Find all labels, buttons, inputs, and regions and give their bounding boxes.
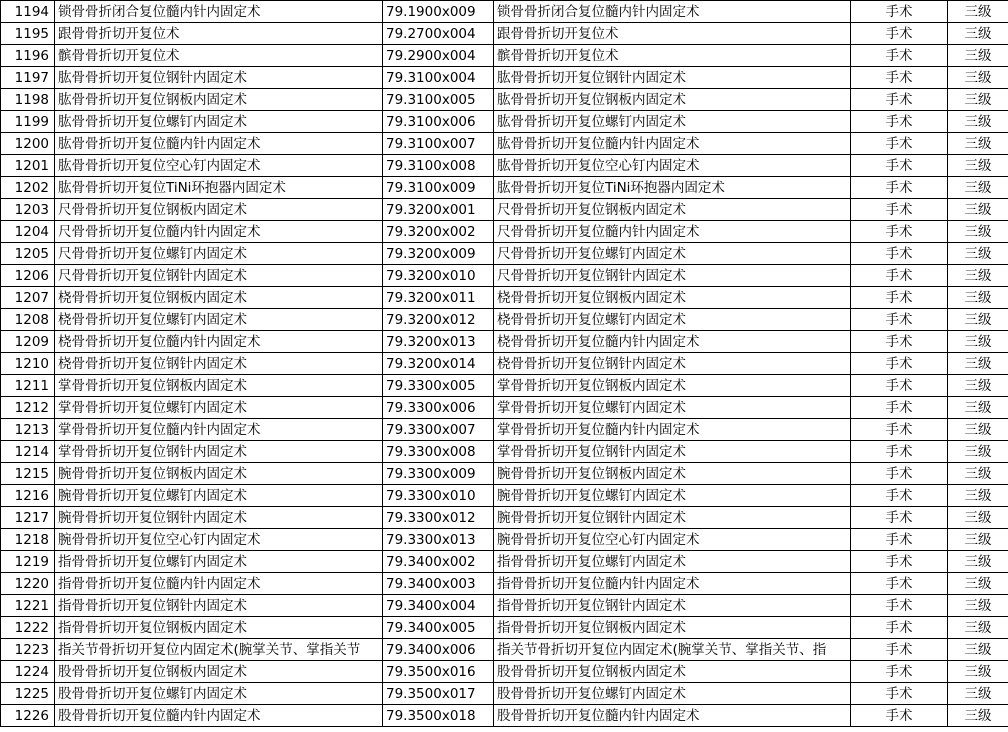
procedure-name-cell[interactable]: 指关节骨折切开复位内固定术(腕掌关节、掌指关节	[55, 639, 383, 661]
procedure-type-cell[interactable]: 手术	[851, 705, 948, 727]
table-row	[1, 617, 1008, 639]
procedure-type-cell[interactable]: 手术	[851, 133, 948, 155]
procedure-type-cell[interactable]: 手术	[851, 661, 948, 683]
procedure-type-cell[interactable]: 手术	[851, 89, 948, 111]
procedure-level-cell[interactable]: 三级	[948, 265, 1008, 287]
table-row	[1, 265, 1008, 287]
procedure-code-cell[interactable]: 79.3300x007	[383, 419, 494, 441]
procedure-type-cell[interactable]: 手术	[851, 419, 948, 441]
procedure-code-cell[interactable]: 79.3200x002	[383, 221, 494, 243]
procedure-name-cell[interactable]: 肱骨骨折切开复位空心钉内固定术	[55, 155, 383, 177]
table-row	[1, 705, 1008, 727]
procedure-name-standard-cell[interactable]: 股骨骨折切开复位髓内针内固定术	[494, 705, 851, 727]
procedure-name-cell[interactable]: 肱骨骨折切开复位TiNi环抱器内固定术	[55, 177, 383, 199]
procedure-type-cell[interactable]: 手术	[851, 375, 948, 397]
procedure-code-cell[interactable]: 79.3200x009	[383, 243, 494, 265]
row-number-cell[interactable]: 1198	[1, 89, 55, 111]
procedure-name-standard-cell[interactable]: 尺骨骨折切开复位钢板内固定术	[494, 199, 851, 221]
table-row	[1, 595, 1008, 617]
procedure-name-standard-cell[interactable]: 肱骨骨折切开复位螺钉内固定术	[494, 111, 851, 133]
procedure-name-cell[interactable]: 掌骨骨折切开复位髓内针内固定术	[55, 419, 383, 441]
procedure-type-cell[interactable]: 手术	[851, 573, 948, 595]
procedure-type-cell[interactable]: 手术	[851, 397, 948, 419]
procedure-code-cell[interactable]: 79.3300x013	[383, 529, 494, 551]
table-row	[1, 1, 1008, 23]
procedure-name-standard-cell[interactable]: 肱骨骨折切开复位TiNi环抱器内固定术	[494, 177, 851, 199]
procedure-name-standard-cell[interactable]: 桡骨骨折切开复位钢板内固定术	[494, 287, 851, 309]
procedure-type-cell[interactable]: 手术	[851, 617, 948, 639]
row-number-cell[interactable]: 1195	[1, 23, 55, 45]
procedure-name-standard-cell[interactable]: 肱骨骨折切开复位钢板内固定术	[494, 89, 851, 111]
procedure-level-cell[interactable]: 三级	[948, 507, 1008, 529]
procedure-level-cell[interactable]: 三级	[948, 661, 1008, 683]
procedure-name-standard-cell[interactable]: 腕骨骨折切开复位钢板内固定术	[494, 463, 851, 485]
procedure-code-cell[interactable]: 79.3400x005	[383, 617, 494, 639]
row-number-cell[interactable]: 1216	[1, 485, 55, 507]
procedure-name-standard-cell[interactable]: 桡骨骨折切开复位钢针内固定术	[494, 353, 851, 375]
procedure-code-cell[interactable]: 79.3200x012	[383, 309, 494, 331]
table-row	[1, 529, 1008, 551]
row-number-cell[interactable]: 1205	[1, 243, 55, 265]
procedure-level-cell[interactable]: 三级	[948, 67, 1008, 89]
procedure-name-cell[interactable]: 股骨骨折切开复位髓内针内固定术	[55, 705, 383, 727]
table-row	[1, 463, 1008, 485]
row-number-cell[interactable]: 1217	[1, 507, 55, 529]
procedure-name-standard-cell[interactable]: 腕骨骨折切开复位空心钉内固定术	[494, 529, 851, 551]
procedure-level-cell[interactable]: 三级	[948, 1, 1008, 23]
procedure-level-cell[interactable]: 三级	[948, 573, 1008, 595]
procedure-type-cell[interactable]: 手术	[851, 155, 948, 177]
table-row	[1, 221, 1008, 243]
row-number-cell[interactable]: 1219	[1, 551, 55, 573]
table-row	[1, 441, 1008, 463]
procedure-name-cell[interactable]: 桡骨骨折切开复位钢针内固定术	[55, 353, 383, 375]
table-body	[1, 1, 1008, 727]
procedure-level-cell[interactable]: 三级	[948, 639, 1008, 661]
procedure-name-standard-cell[interactable]: 尺骨骨折切开复位螺钉内固定术	[494, 243, 851, 265]
row-number-cell[interactable]: 1221	[1, 595, 55, 617]
row-number-cell[interactable]: 1224	[1, 661, 55, 683]
procedure-type-cell[interactable]: 手术	[851, 177, 948, 199]
table-row	[1, 375, 1008, 397]
procedure-code-cell[interactable]: 79.3200x010	[383, 265, 494, 287]
procedure-name-standard-cell[interactable]: 指骨骨折切开复位髓内针内固定术	[494, 573, 851, 595]
procedure-code-cell[interactable]: 79.3300x012	[383, 507, 494, 529]
procedure-name-standard-cell[interactable]: 桡骨骨折切开复位螺钉内固定术	[494, 309, 851, 331]
procedure-type-cell[interactable]: 手术	[851, 353, 948, 375]
procedure-name-standard-cell[interactable]: 腕骨骨折切开复位钢针内固定术	[494, 507, 851, 529]
procedure-level-cell[interactable]: 三级	[948, 221, 1008, 243]
procedure-name-standard-cell[interactable]: 指关节骨折切开复位内固定术(腕掌关节、掌指关节、指	[494, 639, 851, 661]
procedure-level-cell[interactable]: 三级	[948, 375, 1008, 397]
procedure-name-cell[interactable]: 掌骨骨折切开复位钢针内固定术	[55, 441, 383, 463]
procedure-name-cell[interactable]: 指骨骨折切开复位髓内针内固定术	[55, 573, 383, 595]
procedure-level-cell[interactable]: 三级	[948, 155, 1008, 177]
procedure-name-cell[interactable]: 桡骨骨折切开复位髓内针内固定术	[55, 331, 383, 353]
procedure-type-cell[interactable]: 手术	[851, 309, 948, 331]
procedure-name-standard-cell[interactable]: 跟骨骨折切开复位术	[494, 23, 851, 45]
procedure-level-cell[interactable]: 三级	[948, 199, 1008, 221]
procedure-type-cell[interactable]: 手术	[851, 23, 948, 45]
procedure-name-cell[interactable]: 尺骨骨折切开复位螺钉内固定术	[55, 243, 383, 265]
table-row	[1, 485, 1008, 507]
procedure-name-cell[interactable]: 肱骨骨折切开复位螺钉内固定术	[55, 111, 383, 133]
row-number-cell[interactable]: 1199	[1, 111, 55, 133]
procedure-code-cell[interactable]: 79.3200x011	[383, 287, 494, 309]
row-number-cell[interactable]: 1197	[1, 67, 55, 89]
row-number-cell[interactable]: 1212	[1, 397, 55, 419]
procedure-name-cell[interactable]: 腕骨骨折切开复位钢板内固定术	[55, 463, 383, 485]
procedure-name-cell[interactable]: 尺骨骨折切开复位髓内针内固定术	[55, 221, 383, 243]
procedure-type-cell[interactable]: 手术	[851, 287, 948, 309]
procedure-name-cell[interactable]: 股骨骨折切开复位钢板内固定术	[55, 661, 383, 683]
procedure-name-cell[interactable]: 指骨骨折切开复位钢针内固定术	[55, 595, 383, 617]
table-row	[1, 23, 1008, 45]
procedure-level-cell[interactable]: 三级	[948, 551, 1008, 573]
procedure-level-cell[interactable]: 三级	[948, 441, 1008, 463]
procedure-name-cell[interactable]: 掌骨骨折切开复位螺钉内固定术	[55, 397, 383, 419]
procedure-name-standard-cell[interactable]: 掌骨骨折切开复位钢板内固定术	[494, 375, 851, 397]
row-number-cell[interactable]: 1201	[1, 155, 55, 177]
procedure-level-cell[interactable]: 三级	[948, 177, 1008, 199]
table-row	[1, 639, 1008, 661]
procedure-level-cell[interactable]: 三级	[948, 529, 1008, 551]
procedure-type-cell[interactable]: 手术	[851, 507, 948, 529]
row-number-cell[interactable]: 1202	[1, 177, 55, 199]
procedure-code-cell[interactable]: 79.3300x010	[383, 485, 494, 507]
row-number-cell[interactable]: 1203	[1, 199, 55, 221]
procedure-code-cell[interactable]: 79.3200x014	[383, 353, 494, 375]
table-row	[1, 243, 1008, 265]
procedure-level-cell[interactable]: 三级	[948, 463, 1008, 485]
procedure-level-cell[interactable]: 三级	[948, 243, 1008, 265]
procedure-name-cell[interactable]: 锁骨骨折闭合复位髓内针内固定术	[55, 1, 383, 23]
procedure-type-cell[interactable]: 手术	[851, 331, 948, 353]
table-row	[1, 353, 1008, 375]
procedure-type-cell[interactable]: 手术	[851, 441, 948, 463]
procedure-type-cell[interactable]: 手术	[851, 485, 948, 507]
procedure-type-cell[interactable]: 手术	[851, 67, 948, 89]
procedure-name-standard-cell[interactable]: 桡骨骨折切开复位髓内针内固定术	[494, 331, 851, 353]
procedure-level-cell[interactable]: 三级	[948, 45, 1008, 67]
procedure-level-cell[interactable]: 三级	[948, 353, 1008, 375]
procedure-name-standard-cell[interactable]: 尺骨骨折切开复位钢针内固定术	[494, 265, 851, 287]
procedure-name-cell[interactable]: 肱骨骨折切开复位钢板内固定术	[55, 89, 383, 111]
procedure-type-cell[interactable]: 手术	[851, 595, 948, 617]
procedure-name-standard-cell[interactable]: 掌骨骨折切开复位钢针内固定术	[494, 441, 851, 463]
table-row	[1, 133, 1008, 155]
procedure-type-cell[interactable]: 手术	[851, 551, 948, 573]
procedure-type-cell[interactable]: 手术	[851, 639, 948, 661]
row-number-cell[interactable]: 1214	[1, 441, 55, 463]
procedure-name-cell[interactable]: 腕骨骨折切开复位螺钉内固定术	[55, 485, 383, 507]
procedure-name-standard-cell[interactable]: 掌骨骨折切开复位髓内针内固定术	[494, 419, 851, 441]
table-row	[1, 89, 1008, 111]
table-row	[1, 199, 1008, 221]
table-row	[1, 397, 1008, 419]
procedure-level-cell[interactable]: 三级	[948, 617, 1008, 639]
procedure-code-cell[interactable]: 79.1900x009	[383, 1, 494, 23]
row-number-cell[interactable]: 1210	[1, 353, 55, 375]
procedure-code-cell[interactable]: 79.3400x006	[383, 639, 494, 661]
row-number-cell[interactable]: 1215	[1, 463, 55, 485]
table-row	[1, 331, 1008, 353]
table-row	[1, 573, 1008, 595]
procedure-name-standard-cell[interactable]: 指骨骨折切开复位钢板内固定术	[494, 617, 851, 639]
procedure-name-cell[interactable]: 肱骨骨折切开复位钢针内固定术	[55, 67, 383, 89]
procedure-level-cell[interactable]: 三级	[948, 89, 1008, 111]
procedure-name-cell[interactable]: 尺骨骨折切开复位钢针内固定术	[55, 265, 383, 287]
procedure-code-cell[interactable]: 79.3500x017	[383, 683, 494, 705]
procedure-name-standard-cell[interactable]: 指骨骨折切开复位螺钉内固定术	[494, 551, 851, 573]
table-row	[1, 67, 1008, 89]
procedure-level-cell[interactable]: 三级	[948, 133, 1008, 155]
procedure-name-standard-cell[interactable]: 指骨骨折切开复位钢针内固定术	[494, 595, 851, 617]
procedure-code-cell[interactable]: 79.3400x004	[383, 595, 494, 617]
procedure-code-cell[interactable]: 79.3100x005	[383, 89, 494, 111]
table-row	[1, 309, 1008, 331]
row-number-cell[interactable]: 1207	[1, 287, 55, 309]
procedure-type-cell[interactable]: 手术	[851, 45, 948, 67]
procedure-name-standard-cell[interactable]: 肱骨骨折切开复位钢针内固定术	[494, 67, 851, 89]
row-number-cell[interactable]: 1200	[1, 133, 55, 155]
procedure-level-cell[interactable]: 三级	[948, 683, 1008, 705]
procedure-name-standard-cell[interactable]: 锁骨骨折闭合复位髓内针内固定术	[494, 1, 851, 23]
row-number-cell[interactable]: 1218	[1, 529, 55, 551]
table-row	[1, 177, 1008, 199]
procedure-level-cell[interactable]: 三级	[948, 595, 1008, 617]
procedure-name-standard-cell[interactable]: 肱骨骨折切开复位髓内针内固定术	[494, 133, 851, 155]
procedure-level-cell[interactable]: 三级	[948, 485, 1008, 507]
table-row	[1, 419, 1008, 441]
procedure-name-standard-cell[interactable]: 股骨骨折切开复位钢板内固定术	[494, 661, 851, 683]
procedure-code-cell[interactable]: 79.3100x008	[383, 155, 494, 177]
procedure-code-cell[interactable]: 79.2700x004	[383, 23, 494, 45]
procedure-name-cell[interactable]: 髌骨骨折切开复位术	[55, 45, 383, 67]
procedure-name-cell[interactable]: 指骨骨折切开复位螺钉内固定术	[55, 551, 383, 573]
procedure-code-cell[interactable]: 79.3300x008	[383, 441, 494, 463]
procedure-code-cell[interactable]: 79.3300x005	[383, 375, 494, 397]
procedure-level-cell[interactable]: 三级	[948, 309, 1008, 331]
procedure-code-cell[interactable]: 79.3400x003	[383, 573, 494, 595]
procedure-code-cell[interactable]: 79.3400x002	[383, 551, 494, 573]
procedure-type-cell[interactable]: 手术	[851, 529, 948, 551]
table-row	[1, 111, 1008, 133]
procedure-code-cell[interactable]: 79.3100x004	[383, 67, 494, 89]
procedure-name-standard-cell[interactable]: 股骨骨折切开复位螺钉内固定术	[494, 683, 851, 705]
procedure-level-cell[interactable]: 三级	[948, 111, 1008, 133]
procedure-name-standard-cell[interactable]: 掌骨骨折切开复位螺钉内固定术	[494, 397, 851, 419]
procedure-name-standard-cell[interactable]: 腕骨骨折切开复位螺钉内固定术	[494, 485, 851, 507]
procedure-code-cell[interactable]: 79.3500x018	[383, 705, 494, 727]
table-row	[1, 683, 1008, 705]
procedure-name-standard-cell[interactable]: 肱骨骨折切开复位空心钉内固定术	[494, 155, 851, 177]
procedure-type-cell[interactable]: 手术	[851, 265, 948, 287]
procedure-level-cell[interactable]: 三级	[948, 287, 1008, 309]
procedure-level-cell[interactable]: 三级	[948, 23, 1008, 45]
procedure-code-cell[interactable]: 79.3100x006	[383, 111, 494, 133]
row-number-cell[interactable]: 1194	[1, 1, 55, 23]
procedure-name-cell[interactable]: 跟骨骨折切开复位术	[55, 23, 383, 45]
row-number-cell[interactable]: 1222	[1, 617, 55, 639]
procedure-code-cell[interactable]: 79.3200x001	[383, 199, 494, 221]
procedure-code-cell[interactable]: 79.3300x009	[383, 463, 494, 485]
procedure-level-cell[interactable]: 三级	[948, 705, 1008, 727]
row-number-cell[interactable]: 1196	[1, 45, 55, 67]
procedure-code-cell[interactable]: 79.3500x016	[383, 661, 494, 683]
procedure-type-cell[interactable]: 手术	[851, 221, 948, 243]
row-number-cell[interactable]: 1204	[1, 221, 55, 243]
row-number-cell[interactable]: 1223	[1, 639, 55, 661]
row-number-cell[interactable]: 1220	[1, 573, 55, 595]
procedure-type-cell[interactable]: 手术	[851, 243, 948, 265]
row-number-cell[interactable]: 1208	[1, 309, 55, 331]
procedure-name-standard-cell[interactable]: 尺骨骨折切开复位髓内针内固定术	[494, 221, 851, 243]
procedure-name-cell[interactable]: 桡骨骨折切开复位钢板内固定术	[55, 287, 383, 309]
row-number-cell[interactable]: 1213	[1, 419, 55, 441]
procedure-level-cell[interactable]: 三级	[948, 331, 1008, 353]
procedure-code-cell[interactable]: 79.3200x013	[383, 331, 494, 353]
row-number-cell[interactable]: 1209	[1, 331, 55, 353]
table-row	[1, 287, 1008, 309]
procedure-level-cell[interactable]: 三级	[948, 397, 1008, 419]
row-number-cell[interactable]: 1226	[1, 705, 55, 727]
procedure-name-cell[interactable]: 腕骨骨折切开复位空心钉内固定术	[55, 529, 383, 551]
procedure-type-cell[interactable]: 手术	[851, 683, 948, 705]
procedure-name-cell[interactable]: 指骨骨折切开复位钢板内固定术	[55, 617, 383, 639]
procedure-name-standard-cell[interactable]: 髌骨骨折切开复位术	[494, 45, 851, 67]
procedure-name-cell[interactable]: 股骨骨折切开复位螺钉内固定术	[55, 683, 383, 705]
procedure-type-cell[interactable]: 手术	[851, 199, 948, 221]
procedure-name-cell[interactable]: 肱骨骨折切开复位髓内针内固定术	[55, 133, 383, 155]
table-row	[1, 507, 1008, 529]
table-row	[1, 661, 1008, 683]
procedure-type-cell[interactable]: 手术	[851, 463, 948, 485]
procedure-code-cell[interactable]: 79.3100x009	[383, 177, 494, 199]
row-number-cell[interactable]: 1225	[1, 683, 55, 705]
procedure-name-cell[interactable]: 腕骨骨折切开复位钢针内固定术	[55, 507, 383, 529]
procedure-level-cell[interactable]: 三级	[948, 419, 1008, 441]
row-number-cell[interactable]: 1211	[1, 375, 55, 397]
table-row	[1, 45, 1008, 67]
procedure-code-cell[interactable]: 79.3300x006	[383, 397, 494, 419]
row-number-cell[interactable]: 1206	[1, 265, 55, 287]
table-row	[1, 551, 1008, 573]
procedure-name-cell[interactable]: 桡骨骨折切开复位螺钉内固定术	[55, 309, 383, 331]
table-row	[1, 155, 1008, 177]
procedure-name-cell[interactable]: 掌骨骨折切开复位钢板内固定术	[55, 375, 383, 397]
procedure-type-cell[interactable]: 手术	[851, 111, 948, 133]
procedure-code-cell[interactable]: 79.2900x004	[383, 45, 494, 67]
procedure-code-cell[interactable]: 79.3100x007	[383, 133, 494, 155]
procedure-type-cell[interactable]: 手术	[851, 1, 948, 23]
procedure-name-cell[interactable]: 尺骨骨折切开复位钢板内固定术	[55, 199, 383, 221]
